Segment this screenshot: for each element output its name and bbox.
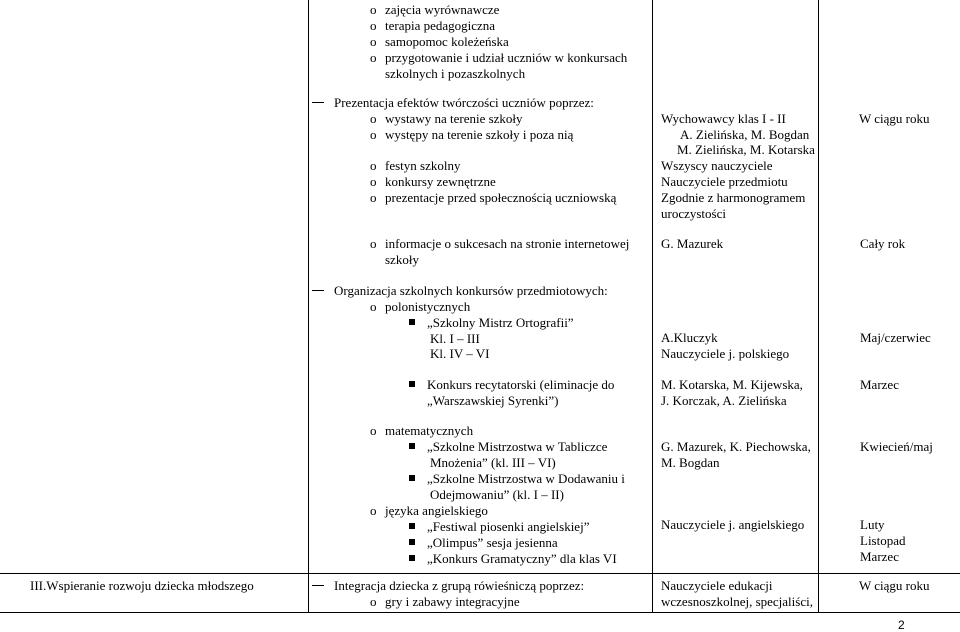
deadline-text: Cały rok [860, 236, 906, 251]
responsible-text: A.Kluczyk [661, 330, 718, 345]
list-item: o matematycznych [385, 423, 473, 438]
list-item: o polonistycznych [385, 299, 470, 314]
class-range: Kl. IV – VI [430, 346, 490, 361]
list-item: o występy na terenie szkoły i poza nią [385, 127, 573, 142]
sub-list-item: „Olimpus” sesja jesienna [427, 535, 558, 550]
list-item: o samopomoc koleżeńska [385, 34, 509, 49]
sub-list-item: „Szkolne Mistrzostwa w Dodawaniu i [427, 471, 625, 486]
deadline-text: Listopad [860, 533, 906, 548]
deadline-text: W ciągu roku [859, 111, 930, 126]
list-item: o przygotowanie i udział uczniów w konkursach [385, 50, 627, 65]
list-item: o informacje o sukcesach na stronie internetowej [385, 236, 629, 251]
list-item: o prezentacje przed społecznością uczniowską [385, 190, 616, 205]
responsible-text: uroczystości [661, 206, 726, 221]
sub-list-item: „Konkurs Gramatyczny” dla klas VI [427, 551, 617, 566]
responsible-text: G. Mazurek, K. Piechowska, [661, 439, 811, 454]
page-number: 2 [898, 618, 905, 632]
deadline-text: Marzec [860, 377, 899, 392]
presentation-heading: Prezentacja efektów twórczości uczniów poprzez: [334, 95, 594, 110]
responsible-text: Nauczyciele przedmiotu [661, 174, 788, 189]
responsible-text: Wychowawcy klas I - II [661, 111, 786, 126]
deadline-text: Maj/czerwiec [860, 330, 931, 345]
responsible-text: Nauczyciele edukacji [661, 578, 773, 593]
column-rule-2 [652, 0, 653, 613]
list-item: o gry i zabawy integracyjne [385, 594, 520, 609]
responsible-text: Wszyscy nauczyciele [661, 158, 773, 173]
list-item-continuation: szkolnych i pozaszkolnych [385, 66, 526, 81]
list-item: o wystawy na terenie szkoły [385, 111, 523, 126]
column-rule-3 [818, 0, 819, 613]
contests-heading: Organizacja szkolnych konkursów przedmiotowych: [334, 283, 608, 298]
column-rule-1 [308, 0, 309, 613]
table-bottom-rule [0, 612, 960, 613]
deadline-text: W ciągu roku [859, 578, 930, 593]
responsible-text: M. Kotarska, M. Kijewska, [661, 377, 803, 392]
sub-list-continuation: Odejmowaniu” (kl. I – II) [430, 487, 564, 502]
sub-list-item: „Szkolny Mistrz Ortografii” [427, 315, 574, 330]
deadline-text: Kwiecień/maj [860, 439, 933, 454]
responsible-text: wczesnoszkolnej, specjaliści, [661, 594, 813, 609]
row-rule-section-III [0, 573, 960, 574]
sub-list-continuation: Mnożenia” (kl. III – VI) [430, 455, 556, 470]
sub-list-item: „Szkolne Mistrzostwa w Tabliczce [427, 439, 608, 454]
responsible-text: Nauczyciele j. angielskiego [661, 517, 805, 532]
class-range: Kl. I – III [430, 331, 480, 346]
list-item: o zajęcia wyrównawcze [385, 2, 499, 17]
list-item-continuation: szkoły [385, 252, 419, 267]
sub-list-continuation: „Warszawskiej Syrenki”) [427, 393, 559, 408]
list-item: o języka angielskiego [385, 503, 488, 518]
sub-list-item: „Festiwal piosenki angielskiej” [427, 519, 590, 534]
deadline-text: Marzec [860, 549, 899, 564]
responsible-text: G. Mazurek [661, 236, 724, 251]
integration-heading: Integracja dziecka z grupą rówieśniczą poprzez: [334, 578, 585, 593]
list-item: o konkursy zewnętrzne [385, 174, 496, 189]
responsible-text: M. Bogdan [661, 455, 720, 470]
deadline-text: Luty [860, 517, 885, 532]
responsible-text: Nauczyciele j. polskiego [661, 346, 790, 361]
list-item: o terapia pedagogiczna [385, 18, 495, 33]
responsible-text: A. Zielińska, M. Bogdan [680, 127, 810, 142]
responsible-text: J. Korczak, A. Zielińska [661, 393, 787, 408]
responsible-text: Zgodnie z harmonogramem [661, 190, 806, 205]
list-item: o festyn szkolny [385, 158, 460, 173]
sub-list-item: Konkurs recytatorski (eliminacje do [427, 377, 615, 392]
section-III-heading: III.Wspieranie rozwoju dziecka młodszego [30, 578, 254, 593]
responsible-text: M. Zielińska, M. Kotarska [677, 142, 815, 157]
